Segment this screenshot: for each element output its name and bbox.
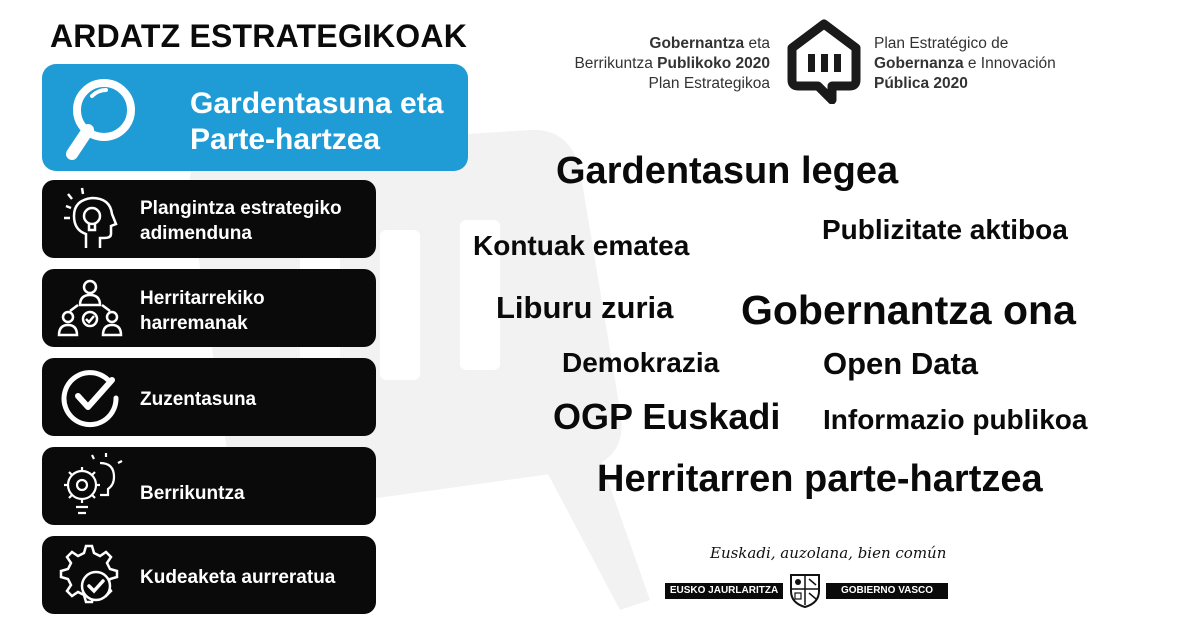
axis-label-line2: adimenduna bbox=[140, 223, 252, 244]
check-circle-icon bbox=[56, 364, 124, 430]
gear-bulb-icon bbox=[56, 453, 124, 519]
footer-slogan: Euskadi, auzolana, bien común bbox=[710, 544, 947, 562]
word-good-governance: Gobernantza ona bbox=[741, 287, 1076, 333]
word-public-information: Informazio publikoa bbox=[823, 404, 1088, 435]
coat-of-arms-icon bbox=[787, 571, 823, 609]
page-title: ARDATZ ESTRATEGIKOAK bbox=[50, 18, 468, 54]
speech-bubble-building-icon bbox=[784, 18, 864, 104]
magnifier-icon bbox=[60, 74, 140, 164]
axis-label bbox=[140, 387, 256, 412]
logo-line bbox=[574, 34, 770, 54]
word-transparency-law: Gardentasun legea bbox=[556, 150, 899, 192]
word-democracy: Demokrazia bbox=[562, 347, 720, 378]
word-open-data: Open Data bbox=[823, 346, 979, 381]
logo-text-basque bbox=[574, 34, 770, 94]
axis-label-line1: Berrikuntza bbox=[140, 483, 245, 504]
logo-rest: e Innovación bbox=[963, 55, 1056, 72]
logo-line bbox=[874, 74, 1056, 94]
word-ogp-euskadi: OGP Euskadi bbox=[553, 396, 781, 437]
head-lightbulb-icon bbox=[56, 186, 124, 252]
axis-label-line1: Zuzentasuna bbox=[140, 389, 257, 410]
logo-rest: Berrikuntza bbox=[574, 55, 658, 72]
axis-label bbox=[140, 481, 245, 506]
axis-label-line1: Herritarrekiko bbox=[140, 288, 265, 309]
word-active-publicity: Publizitate aktiboa bbox=[822, 214, 1068, 245]
axis-citizen-relations[interactable] bbox=[42, 269, 376, 347]
logo-bold: Pública 2020 bbox=[874, 75, 968, 92]
logo-line bbox=[574, 54, 770, 74]
gov-label-spanish: GOBIERNO VASCO bbox=[826, 583, 948, 599]
axis-label bbox=[140, 196, 342, 246]
axis-label-line1: Plangintza estrategiko bbox=[140, 198, 342, 219]
logo-line: Plan Estrategikoa bbox=[648, 75, 770, 92]
axis-label-line2: harremanak bbox=[140, 313, 248, 334]
logo-bold: Gobernanza bbox=[874, 55, 964, 72]
axis-fairness[interactable] bbox=[42, 358, 376, 436]
logo-line: Plan Estratégico de bbox=[874, 35, 1009, 52]
people-network-icon bbox=[56, 275, 124, 341]
logo-line bbox=[874, 54, 1056, 74]
logo-rest: eta bbox=[744, 35, 770, 52]
axis-label-line1: Gardentasuna eta bbox=[190, 87, 444, 120]
axis-transparency-participation[interactable] bbox=[42, 64, 468, 171]
logo-text-spanish bbox=[874, 34, 1056, 94]
word-white-paper: Liburu zuria bbox=[496, 290, 674, 325]
axis-label bbox=[140, 286, 265, 336]
axis-label bbox=[140, 565, 335, 590]
government-logo bbox=[665, 583, 948, 599]
logo-bold: Publikoko 2020 bbox=[657, 55, 770, 72]
word-accountability: Kontuak ematea bbox=[473, 230, 690, 261]
axis-label-line2: Parte-hartzea bbox=[190, 123, 381, 156]
axis-label bbox=[190, 86, 460, 158]
axis-advanced-management[interactable] bbox=[42, 536, 376, 614]
axis-strategic-planning[interactable] bbox=[42, 180, 376, 258]
logo-bold: Gobernantza bbox=[649, 35, 745, 52]
gear-check-icon bbox=[56, 542, 124, 608]
axis-label-line1: Kudeaketa aurreratua bbox=[140, 567, 336, 588]
axis-innovation[interactable] bbox=[42, 447, 376, 525]
gov-label-basque: EUSKO JAURLARITZA bbox=[665, 583, 783, 599]
word-citizen-participation: Herritarren parte-hartzea bbox=[597, 458, 1043, 500]
